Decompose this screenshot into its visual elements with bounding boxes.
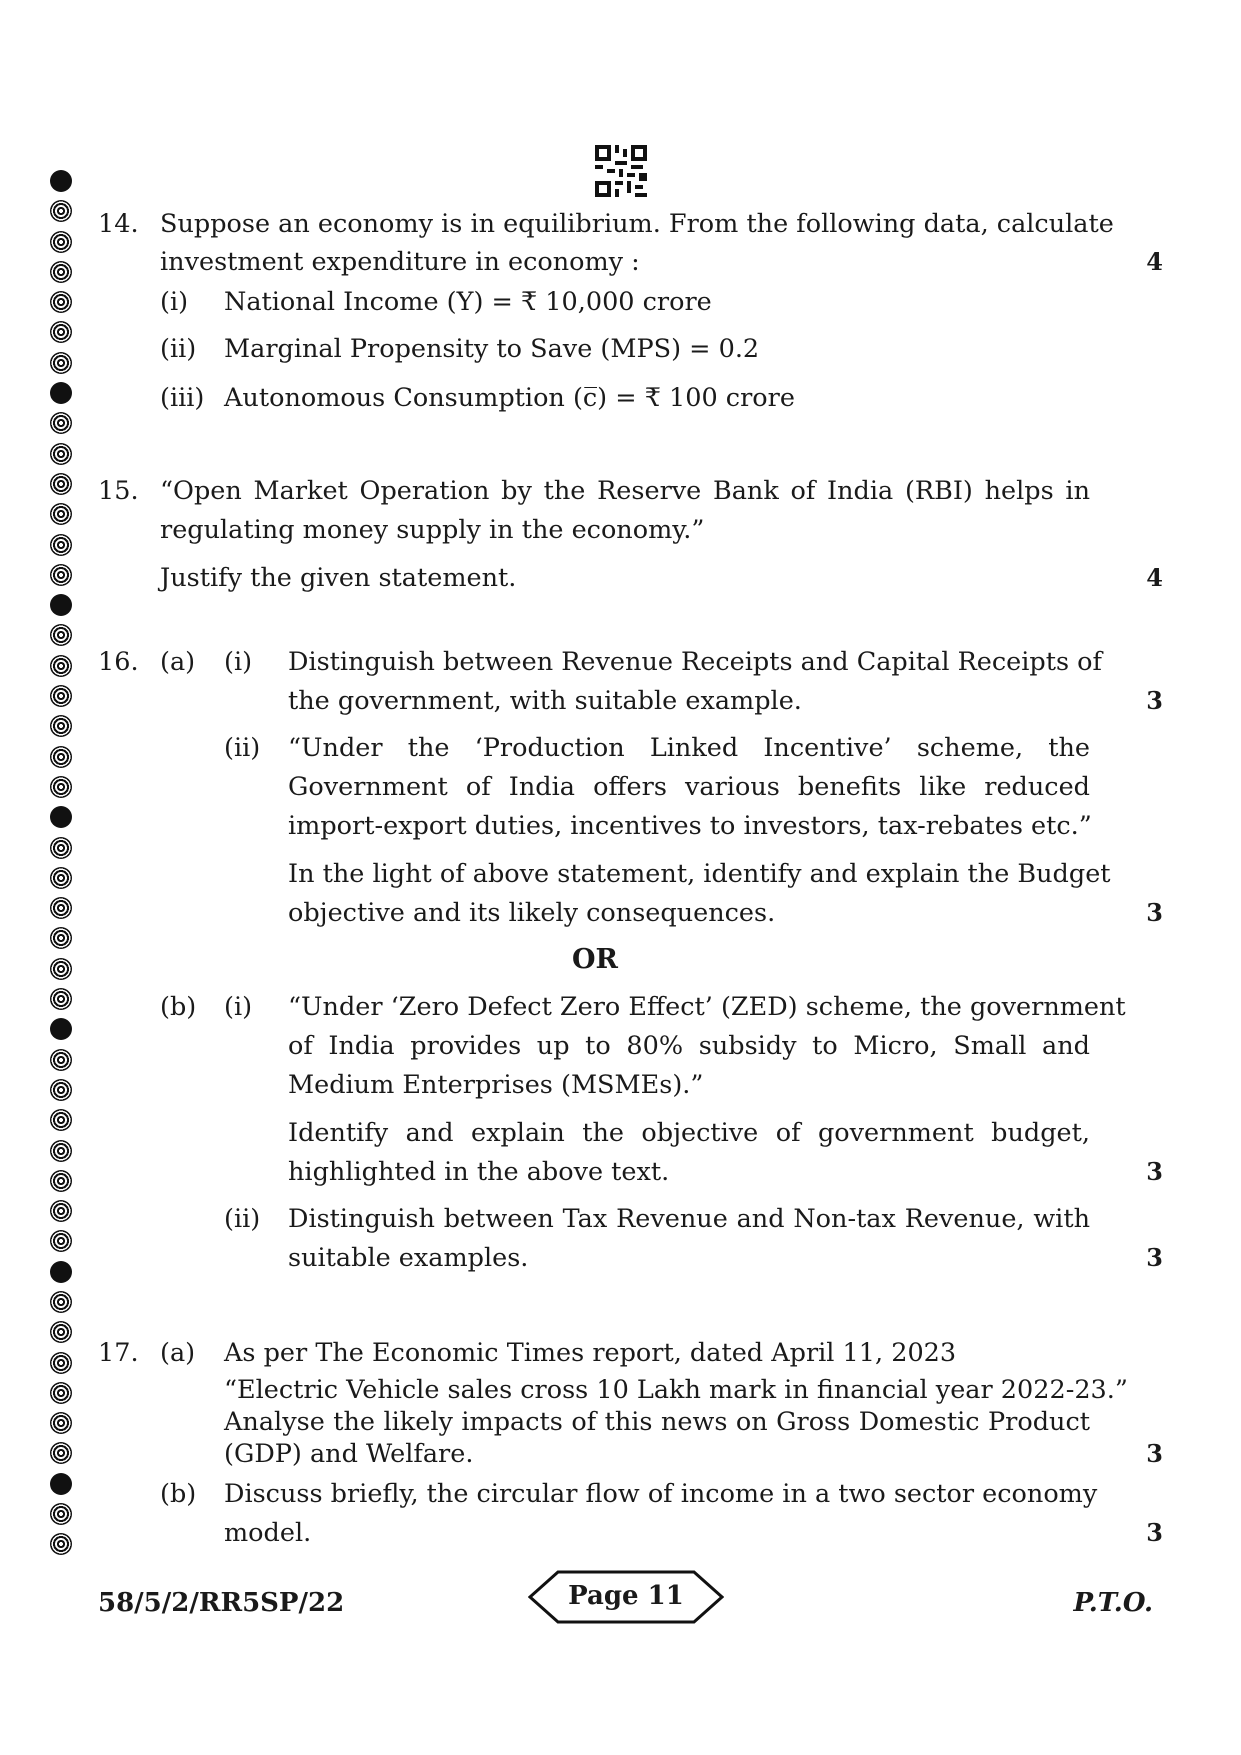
question-text: Suppose an economy is in equilibrium. From the following data, calculate bbox=[160, 209, 1114, 239]
question-text: “Under the ‘Production Linked Incentive’ scheme, the bbox=[288, 733, 1090, 763]
subpart-label: (i) bbox=[224, 647, 253, 677]
item-label: (ii) bbox=[160, 334, 197, 364]
ring-icon bbox=[50, 534, 72, 556]
ring-icon bbox=[50, 1291, 72, 1313]
or-separator: OR bbox=[572, 944, 618, 975]
ring-icon bbox=[50, 231, 72, 253]
question-number: 15. bbox=[98, 476, 139, 506]
question-text: regulating money supply in the economy.” bbox=[160, 515, 705, 545]
question-number: 17. bbox=[98, 1338, 139, 1368]
question-text: investment expenditure in economy : bbox=[160, 247, 640, 277]
item-text: Autonomous Consumption (c̅) = ₹ 100 crore bbox=[224, 383, 795, 413]
part-label: (b) bbox=[160, 992, 197, 1022]
ring-icon bbox=[50, 473, 72, 495]
ring-icon bbox=[50, 1170, 72, 1192]
subpart-label: (i) bbox=[224, 992, 253, 1022]
question-text: Distinguish between Revenue Receipts and Capital Receipts of bbox=[288, 647, 1102, 677]
question-text: As per The Economic Times report, dated April 11, 2023 bbox=[224, 1338, 957, 1368]
ring-icon bbox=[50, 1079, 72, 1101]
ring-icon bbox=[50, 927, 72, 949]
page-number: Page 11 bbox=[568, 1581, 684, 1611]
margin-ring-rail bbox=[50, 170, 90, 1564]
ring-icon bbox=[50, 352, 72, 374]
paper-code: 58/5/2/RR5SP/22 bbox=[98, 1588, 345, 1618]
ring-icon bbox=[50, 685, 72, 707]
ring-icon bbox=[50, 958, 72, 980]
part-label: (a) bbox=[160, 1338, 196, 1368]
item-text: National Income (Y) = ₹ 10,000 crore bbox=[224, 287, 712, 317]
ring-icon bbox=[50, 655, 72, 677]
ring-icon bbox=[50, 867, 72, 889]
question-text: model. bbox=[224, 1518, 312, 1548]
qr-code-icon bbox=[595, 145, 647, 197]
question-text: objective and its likely consequences. bbox=[288, 898, 776, 928]
marks: 3 bbox=[1146, 686, 1163, 715]
marks: 3 bbox=[1146, 1518, 1163, 1547]
marks: 3 bbox=[1146, 1439, 1163, 1468]
ring-icon bbox=[50, 503, 72, 525]
part-label: (b) bbox=[160, 1479, 197, 1509]
ring-icon bbox=[50, 715, 72, 737]
ring-icon bbox=[50, 776, 72, 798]
marks: 3 bbox=[1146, 1243, 1163, 1272]
marks: 3 bbox=[1146, 898, 1163, 927]
subpart-label: (ii) bbox=[224, 733, 261, 763]
question-text: Distinguish between Tax Revenue and Non-tax Revenue, with bbox=[288, 1204, 1090, 1234]
question-text: In the light of above statement, identify and explain the Budget bbox=[288, 859, 1111, 889]
question-text: Analyse the likely impacts of this news on Gross Domestic Product bbox=[224, 1407, 1090, 1437]
ring-icon bbox=[50, 897, 72, 919]
question-text: Medium Enterprises (MSMEs).” bbox=[288, 1070, 704, 1100]
ring-icon bbox=[50, 291, 72, 313]
question-number: 16. bbox=[98, 647, 139, 677]
solid-ring-icon bbox=[50, 1018, 72, 1040]
question-text: Identify and explain the objective of government budget, bbox=[288, 1118, 1090, 1148]
ring-icon bbox=[50, 1442, 72, 1464]
marks: 4 bbox=[1146, 563, 1163, 592]
ring-icon bbox=[50, 321, 72, 343]
ring-icon bbox=[50, 1140, 72, 1162]
marks: 3 bbox=[1146, 1157, 1163, 1186]
solid-ring-icon bbox=[50, 806, 72, 828]
ring-icon bbox=[50, 1200, 72, 1222]
question-text: highlighted in the above text. bbox=[288, 1157, 670, 1187]
solid-ring-icon bbox=[50, 382, 72, 404]
question-text: of India provides up to 80% subsidy to Micro, Small and bbox=[288, 1031, 1090, 1061]
question-text: import-export duties, incentives to investors, tax-rebates etc.” bbox=[288, 811, 1092, 841]
ring-icon bbox=[50, 1533, 72, 1555]
ring-icon bbox=[50, 1230, 72, 1252]
ring-icon bbox=[50, 1109, 72, 1131]
question-text: Justify the given statement. bbox=[160, 563, 517, 593]
ring-icon bbox=[50, 412, 72, 434]
subpart-label: (ii) bbox=[224, 1204, 261, 1234]
ring-icon bbox=[50, 1503, 72, 1525]
ring-icon bbox=[50, 837, 72, 859]
ring-icon bbox=[50, 1352, 72, 1374]
ring-icon bbox=[50, 1049, 72, 1071]
solid-ring-icon bbox=[50, 1473, 72, 1495]
ring-icon bbox=[50, 988, 72, 1010]
question-text: “Under ‘Zero Defect Zero Effect’ (ZED) scheme, the government bbox=[288, 992, 1126, 1022]
question-text: “Open Market Operation by the Reserve Bank of India (RBI) helps in bbox=[160, 476, 1090, 506]
ring-icon bbox=[50, 564, 72, 586]
solid-ring-icon bbox=[50, 1261, 72, 1283]
ring-icon bbox=[50, 261, 72, 283]
question-text: the government, with suitable example. bbox=[288, 686, 802, 716]
question-text: “Electric Vehicle sales cross 10 Lakh mark in financial year 2022-23.” bbox=[224, 1375, 1128, 1405]
item-label: (i) bbox=[160, 287, 189, 317]
item-label: (iii) bbox=[160, 383, 205, 413]
ring-icon bbox=[50, 1321, 72, 1343]
question-text: (GDP) and Welfare. bbox=[224, 1439, 474, 1469]
marks: 4 bbox=[1146, 247, 1163, 276]
ring-icon bbox=[50, 624, 72, 646]
question-number: 14. bbox=[98, 209, 139, 239]
ring-icon bbox=[50, 200, 72, 222]
solid-ring-icon bbox=[50, 594, 72, 616]
pto-label: P.T.O. bbox=[1073, 1588, 1153, 1618]
question-text: Government of India offers various benefits like reduced bbox=[288, 772, 1090, 802]
question-text: suitable examples. bbox=[288, 1243, 529, 1273]
item-text: Marginal Propensity to Save (MPS) = 0.2 bbox=[224, 334, 760, 364]
solid-ring-icon bbox=[50, 170, 72, 192]
question-text: Discuss briefly, the circular flow of income in a two sector economy bbox=[224, 1479, 1098, 1509]
part-label: (a) bbox=[160, 647, 196, 677]
ring-icon bbox=[50, 1412, 72, 1434]
ring-icon bbox=[50, 1382, 72, 1404]
ring-icon bbox=[50, 746, 72, 768]
ring-icon bbox=[50, 443, 72, 465]
page-number-tag bbox=[528, 1569, 724, 1625]
